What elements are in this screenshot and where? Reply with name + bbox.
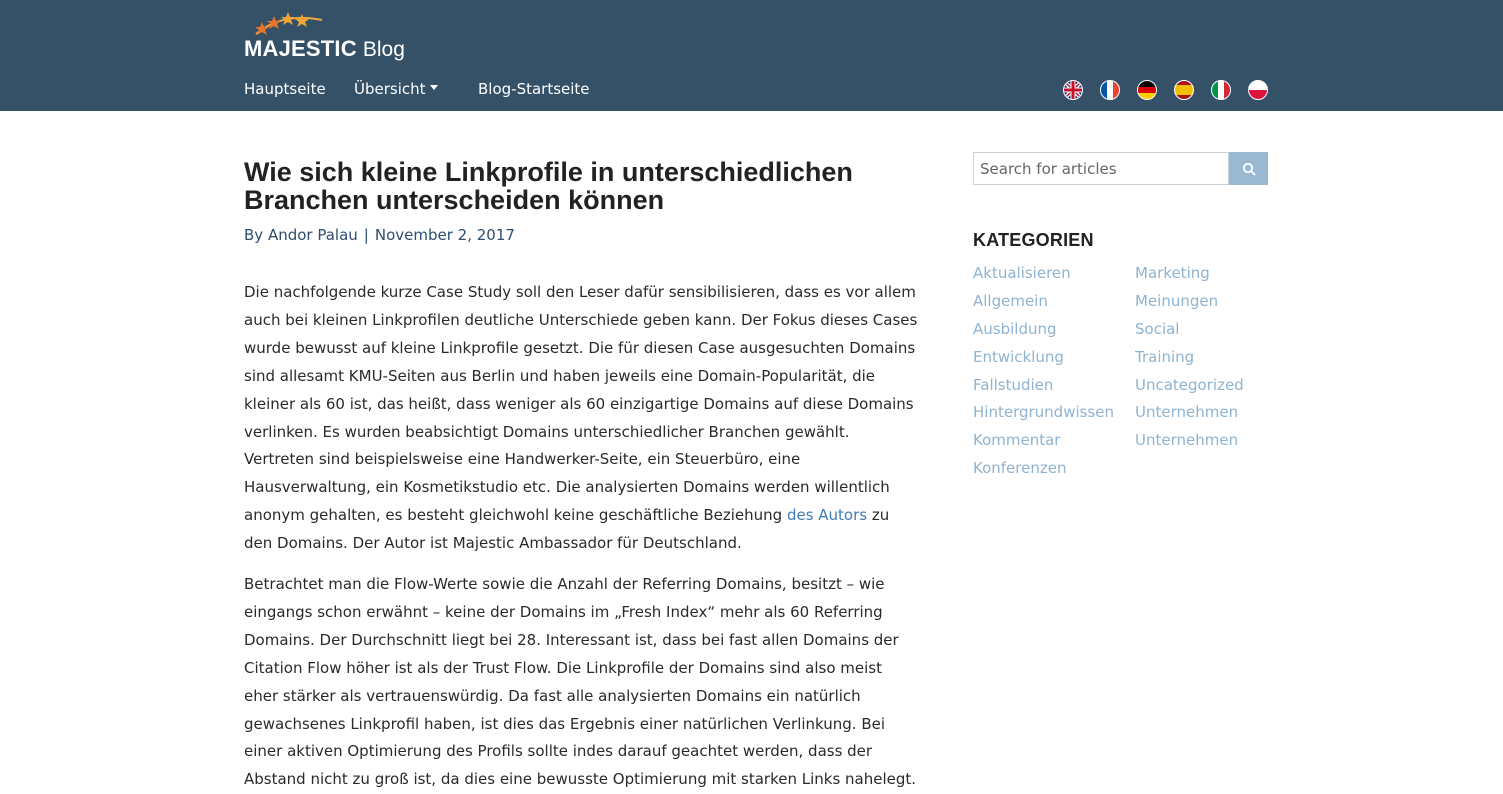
- byline-prefix: By: [244, 226, 264, 244]
- search-input[interactable]: [973, 152, 1229, 185]
- nav-hauptseite[interactable]: [244, 80, 326, 98]
- site-header: [0, 0, 1503, 111]
- category-link[interactable]: Unternehmen: [1135, 403, 1239, 422]
- category-link[interactable]: Unternehmen: [1135, 431, 1239, 450]
- nav-label: Hauptseite: [244, 80, 326, 98]
- category-link[interactable]: Fallstudien: [973, 375, 1054, 394]
- paragraph-text: Die nachfolgende kurze Case Study soll den Leser dafür sensibilisieren, dass es vor allem auch bei kleinen Linkprofilen deutliche Unterschiede geben kann. Der Fokus dieses Cases wurde bewusst auf kleine Linkprofile gesetzt. Die für diesen Case ausgesuchten Domains sind allesamt KMU-Seiten aus Berlin und haben jeweils eine Domain-Popularität, die kleiner als 60 ist, das heißt, dass weniger als 60 einzigartige Domains auf diese Domains verlinken. Es wurden beabsichtigt Domains unterschiedlicher Branchen gewählt. Vertreten sind beispielsweise eine Handwerker-Seite, ein Steuerbüro, eine Hausverwaltung, ein Kosmetikstudio etc. Die analysierten Domains werden willentlich anonym gehalten, es besteht gleichwohl keine geschäftliche Beziehung: [244, 283, 918, 525]
- article-date: November 2, 2017: [374, 226, 515, 244]
- category-link[interactable]: Ausbildung: [973, 319, 1057, 338]
- category-link[interactable]: Kommentar: [973, 431, 1061, 450]
- category-link[interactable]: Hintergrundwissen: [973, 403, 1114, 422]
- category-link[interactable]: Meinungen: [1135, 291, 1219, 310]
- category-link[interactable]: Konferenzen: [973, 459, 1067, 478]
- search-icon: [1242, 162, 1256, 176]
- italy-flag-icon[interactable]: [1211, 80, 1231, 100]
- nav-uebersicht-dropdown[interactable]: [354, 80, 438, 98]
- category-link[interactable]: Allgemein: [973, 291, 1048, 310]
- nav-blog-startseite[interactable]: [478, 80, 590, 98]
- categories-list-left: [973, 262, 1114, 485]
- logo-text: [244, 36, 405, 62]
- logo-suffix: Blog: [362, 38, 405, 61]
- stars-logo-icon: [252, 10, 332, 36]
- categories-list-right: [1135, 262, 1244, 457]
- caret-down-icon: [430, 85, 438, 90]
- category-link[interactable]: Uncategorized: [1135, 375, 1244, 394]
- search-button[interactable]: [1229, 152, 1268, 185]
- poland-flag-icon[interactable]: [1248, 80, 1268, 100]
- france-flag-icon[interactable]: [1100, 80, 1120, 100]
- uk-flag-icon[interactable]: [1063, 80, 1083, 100]
- category-link[interactable]: Training: [1135, 347, 1195, 366]
- nav-label: Übersicht: [354, 80, 426, 98]
- article-title: Wie sich kleine Linkprofile in unterschiedlichen Branchen unterscheiden können: [244, 157, 853, 215]
- category-link[interactable]: Social: [1135, 319, 1180, 338]
- majestic-blog-logo[interactable]: [244, 10, 405, 62]
- category-link[interactable]: Entwicklung: [973, 347, 1064, 366]
- article-paragraph-1: [244, 279, 919, 558]
- spain-flag-icon[interactable]: [1174, 80, 1194, 100]
- logo-brand: MAJESTIC: [244, 36, 357, 61]
- category-link[interactable]: Aktualisieren: [973, 264, 1071, 282]
- des-autors-link[interactable]: des Autors: [786, 506, 868, 525]
- article-paragraph-2: Betrachtet man die Flow-Werte sowie die Anzahl der Referring Domains, besitzt – wie eingangs schon erwähnt – keine der Domains im „Fresh Index“ mehr als 60 Referring Domains. Der Durchschnitt liegt bei 28. Interessant ist, dass bei fast allen Domains der Citation Flow höher ist als der Trust Flow. Die Linkprofile der Domains sind also meist eher stärker als vertrauenswürdig. Da fast alle analysierten Domains ein natürlich gewachsenes Linkprofil haben, ist dies das Ergebnis einer natürlichen Verlinkung. Bei einer aktiven Optimierung des Profils sollte indes darauf geachtet werden, dass der Abstand nicht zu groß ist, da dies eine bewusste Optimierung mit starken Links nahelegt.: [244, 575, 917, 789]
- author-link[interactable]: Andor Palau: [267, 226, 358, 244]
- categories-heading: KATEGORIEN: [973, 230, 1094, 250]
- article-byline: [244, 226, 515, 244]
- paragraph-text: zu den Domains. Der Autor ist Majestic Ambassador für Deutschland.: [244, 506, 890, 553]
- germany-flag-icon[interactable]: [1137, 80, 1157, 100]
- byline-separator: |: [363, 226, 369, 244]
- category-link[interactable]: Marketing: [1135, 264, 1210, 282]
- nav-label: Blog-Startseite: [478, 80, 590, 98]
